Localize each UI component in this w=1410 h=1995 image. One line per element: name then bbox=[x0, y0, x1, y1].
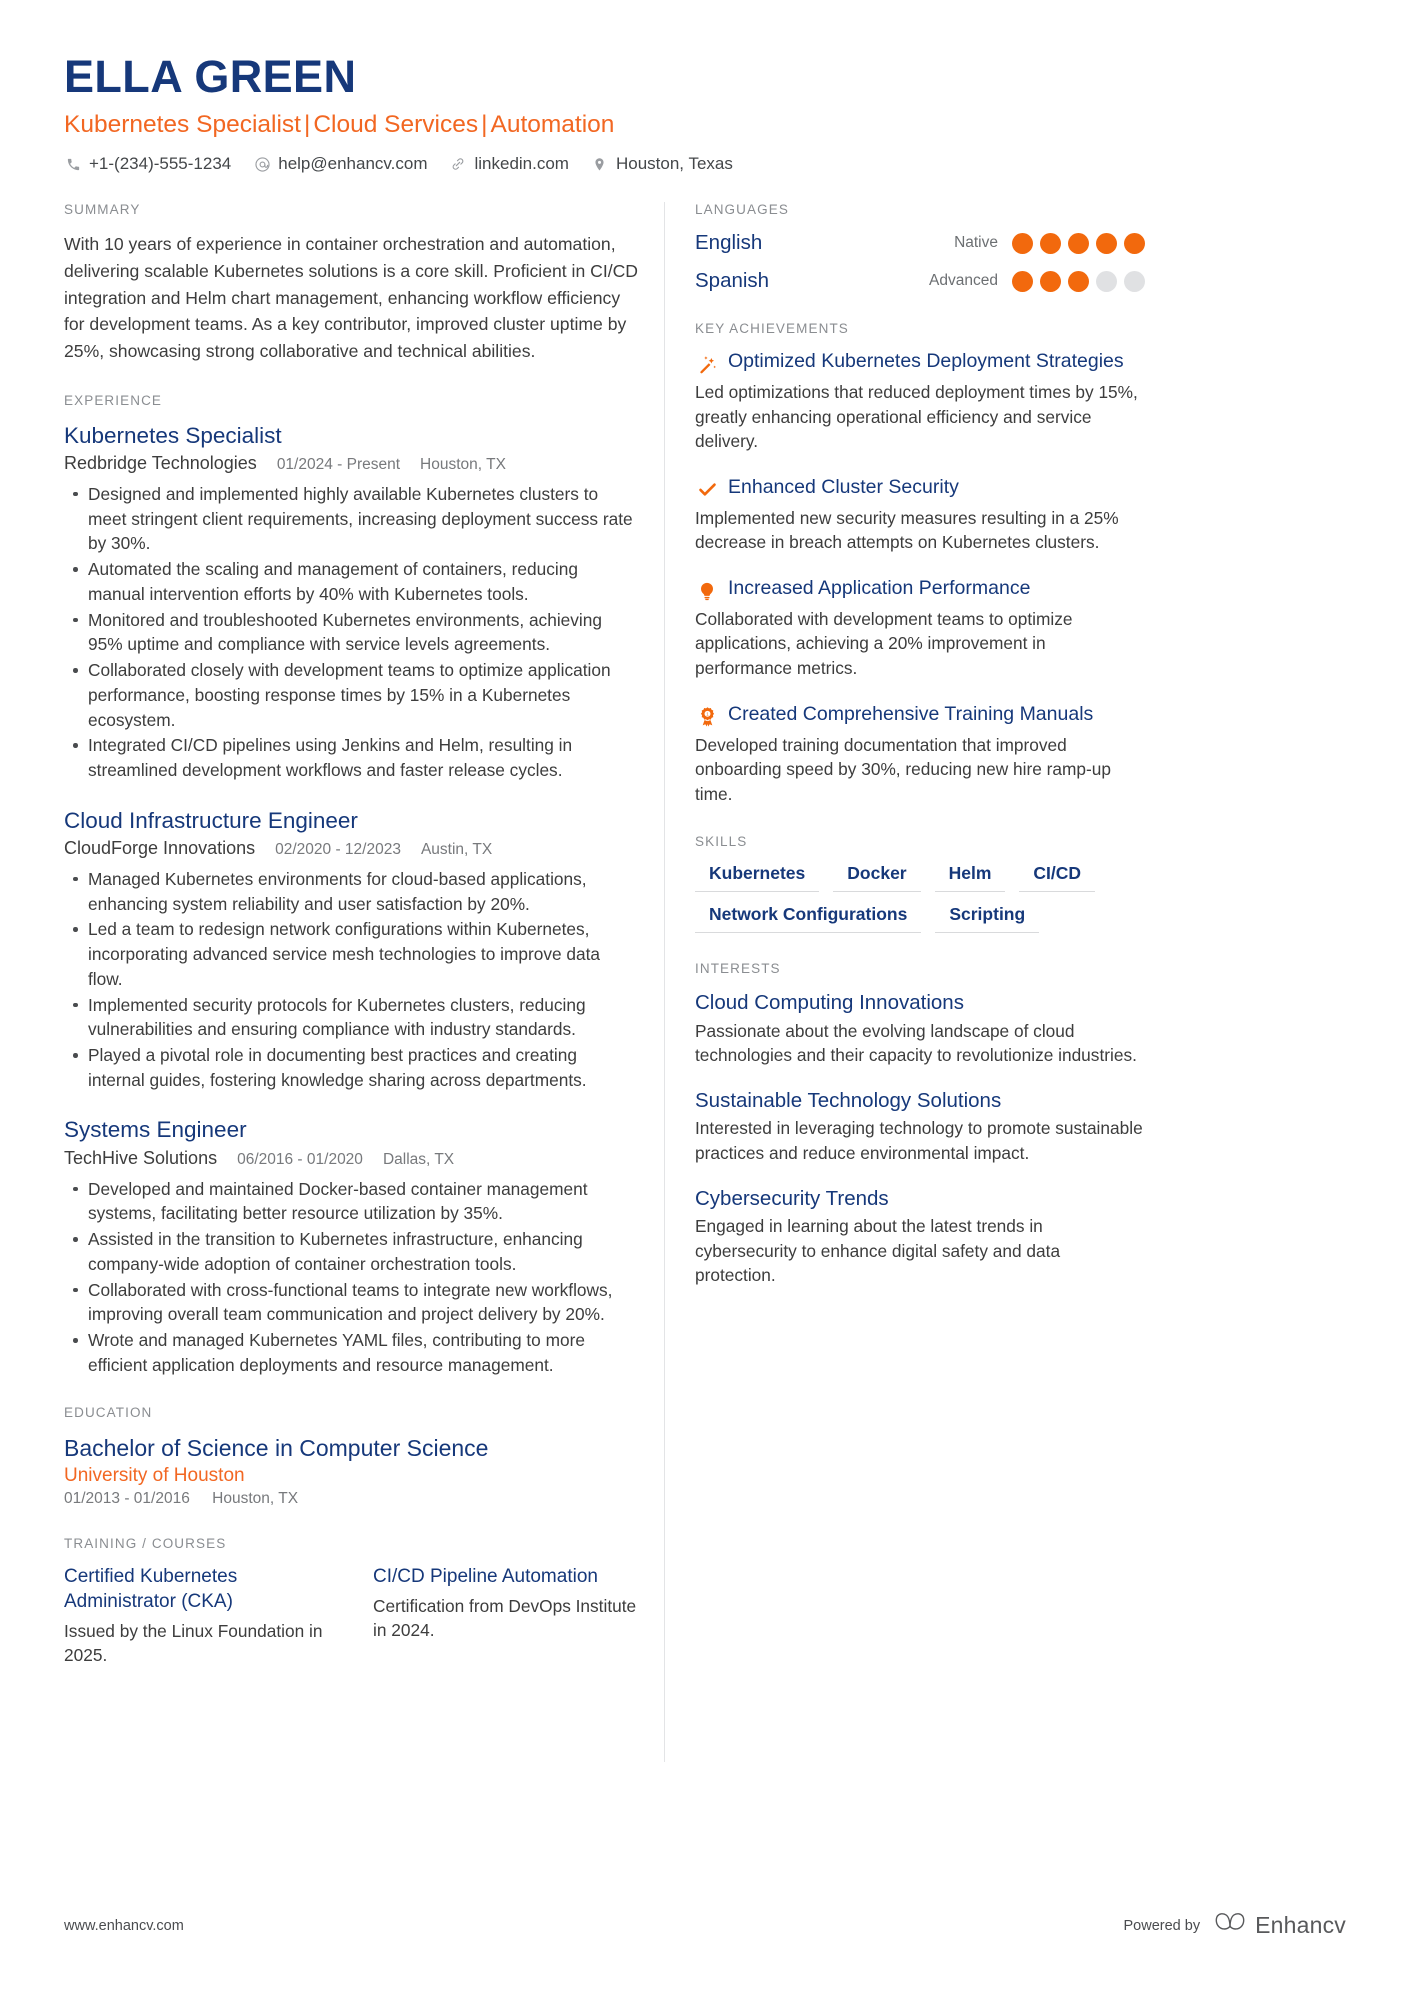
job-company: Redbridge Technologies bbox=[64, 452, 257, 473]
candidate-name: ELLA GREEN bbox=[64, 51, 357, 102]
language-level: Advanced bbox=[929, 272, 998, 290]
rating-dot bbox=[1124, 271, 1145, 292]
footer-url[interactable]: www.enhancv.com bbox=[64, 1917, 184, 1934]
contact-linkedin-value: linkedin.com bbox=[474, 154, 569, 174]
job-location: Houston, TX bbox=[420, 455, 506, 473]
rating-dot bbox=[1012, 233, 1033, 254]
language-name: English bbox=[695, 231, 763, 255]
contact-phone-value: +1-(234)-555-1234 bbox=[89, 154, 232, 174]
interest-item bbox=[695, 1186, 1145, 1288]
section-skills bbox=[695, 834, 1145, 933]
job-bullet: Integrated CI/CD pipelines using Jenkins and Helm, resulting in streamlined development workflows and faster release cycles. bbox=[64, 733, 638, 782]
interest-description: Engaged in learning about the latest trends in cybersecurity to enhance digital safety and data protection. bbox=[695, 1216, 1061, 1286]
enhancv-brand bbox=[1213, 1910, 1346, 1941]
job-bullet: Automated the scaling and management of containers, reducing manual intervention efforts by 40% with Kubernetes tools. bbox=[64, 557, 638, 606]
rating-dot bbox=[1096, 233, 1117, 254]
skills-row bbox=[695, 904, 1145, 933]
job-meta bbox=[64, 453, 638, 474]
section-languages bbox=[695, 202, 1145, 293]
rating-dot bbox=[1068, 271, 1089, 292]
job-bullet: Implemented security protocols for Kubernetes clusters, reducing vulnerabilities and ensuring compliance with industry standards. bbox=[64, 993, 638, 1042]
rating-dot bbox=[1068, 233, 1089, 254]
job-bullet: Collaborated closely with development teams to optimize application performance, boosting response times by 15% in a Kubernetes ecosystem. bbox=[64, 658, 638, 732]
training-description: Issued by the Linux Foundation in 2025. bbox=[64, 1620, 323, 1666]
contact-linkedin[interactable] bbox=[449, 154, 569, 174]
email-icon bbox=[253, 155, 271, 173]
summary-heading: SUMMARY bbox=[64, 202, 141, 218]
achievement-title: Optimized Kubernetes Deployment Strategies bbox=[728, 350, 1124, 373]
enhancv-brand-name: Enhancv bbox=[1255, 1912, 1346, 1938]
achievement-head bbox=[695, 703, 1145, 729]
job-bullet: Wrote and managed Kubernetes YAML files, contributing to more efficient application deployments and resource management. bbox=[64, 1328, 638, 1377]
job-dates: 06/2016 - 01/2020 bbox=[237, 1150, 363, 1168]
experience-item bbox=[64, 422, 638, 783]
magic-wand-icon bbox=[695, 352, 719, 376]
job-company: CloudForge Innovations bbox=[64, 837, 256, 858]
language-item bbox=[695, 269, 1145, 293]
section-summary bbox=[64, 202, 638, 365]
skills-list bbox=[695, 863, 1145, 933]
skill-tag: Helm bbox=[935, 863, 1006, 892]
job-location: Austin, TX bbox=[420, 840, 493, 858]
job-company: TechHive Solutions bbox=[64, 1147, 218, 1168]
job-bullets bbox=[64, 867, 638, 1093]
job-meta bbox=[64, 838, 638, 859]
training-item bbox=[64, 1565, 329, 1667]
experience-item bbox=[64, 1116, 638, 1377]
education-degree: Bachelor of Science in Computer Science bbox=[64, 1435, 489, 1462]
achievement-title: Enhanced Cluster Security bbox=[728, 475, 959, 498]
section-education bbox=[64, 1405, 638, 1508]
interests-heading: INTERESTS bbox=[695, 961, 781, 977]
rating-dot bbox=[1040, 233, 1061, 254]
training-heading: TRAINING / COURSES bbox=[64, 1536, 227, 1552]
location-pin-icon bbox=[591, 155, 609, 173]
headline-separator-1: | bbox=[303, 110, 311, 138]
achievement-description: Led optimizations that reduced deployment times by 15%, greatly enhancing operational efficiency and service delivery. bbox=[695, 382, 1138, 452]
job-location: Dallas, TX bbox=[382, 1150, 455, 1168]
interest-name: Sustainable Technology Solutions bbox=[695, 1088, 1002, 1112]
achievement-item bbox=[695, 476, 1145, 555]
right-column bbox=[665, 202, 1145, 1316]
interest-description: Passionate about the evolving landscape of cloud technologies and their capacity to revolutionize industries. bbox=[695, 1020, 1137, 1066]
job-title: Systems Engineer bbox=[64, 1117, 247, 1143]
rating-dot bbox=[1096, 271, 1117, 292]
achievement-description: Implemented new security measures resulting in a 25% decrease in breach attempts on Kubernetes clusters. bbox=[695, 507, 1119, 553]
rating-dot bbox=[1012, 271, 1033, 292]
enhancv-logo-icon bbox=[1213, 1910, 1247, 1941]
achievement-title: Increased Application Performance bbox=[728, 576, 1031, 599]
education-school: University of Houston bbox=[64, 1465, 245, 1487]
checkmark-icon bbox=[695, 478, 719, 502]
education-heading: EDUCATION bbox=[64, 1405, 153, 1421]
language-level: Native bbox=[954, 234, 998, 252]
job-bullet: Designed and implemented highly available Kubernetes clusters to meet stringent client requirements, increasing deployment success rate by 30%. bbox=[64, 482, 638, 556]
job-meta bbox=[64, 1148, 638, 1169]
job-bullet: Played a pivotal role in documenting best practices and creating internal guides, fostering knowledge sharing across departments. bbox=[64, 1043, 638, 1092]
training-item bbox=[373, 1565, 638, 1667]
achievement-head bbox=[695, 476, 1145, 502]
job-dates: 01/2024 - Present bbox=[276, 455, 401, 473]
summary-text: With 10 years of experience in container orchestration and automation, delivering scalable Kubernetes solutions is a core skill. Proficient in CI/CD integration and Helm chart management, enhancing workflow efficiency for development teams. As a key contributor, improved cluster uptime by 25%, showcasing strong collaborative and technical abilities. bbox=[64, 234, 639, 362]
skills-heading: SKILLS bbox=[695, 834, 748, 850]
education-location: Houston, TX bbox=[212, 1490, 299, 1508]
section-key-achievements bbox=[695, 321, 1145, 806]
education-dates: 01/2013 - 01/2016 bbox=[64, 1490, 190, 1508]
headline-part-2: Cloud Services bbox=[313, 110, 479, 138]
skill-tag: Network Configurations bbox=[695, 904, 921, 933]
powered-by-label: Powered by bbox=[1123, 1917, 1201, 1934]
resume-header bbox=[64, 52, 1346, 174]
footer-branding bbox=[1124, 1910, 1347, 1941]
skill-tag: Kubernetes bbox=[695, 863, 819, 892]
achievement-title: Created Comprehensive Training Manuals bbox=[728, 702, 1094, 725]
language-rating-dots bbox=[1012, 271, 1145, 292]
resume-footer bbox=[64, 1910, 1346, 1941]
language-item bbox=[695, 231, 1145, 255]
headline-part-1: Kubernetes Specialist bbox=[64, 110, 301, 138]
contact-email-value: help@enhancv.com bbox=[278, 154, 428, 174]
education-meta bbox=[64, 1490, 638, 1508]
headline-part-3: Automation bbox=[490, 110, 615, 138]
section-interests bbox=[695, 961, 1145, 1288]
training-name: Certified Kubernetes Administrator (CKA) bbox=[64, 1566, 238, 1612]
section-training bbox=[64, 1536, 638, 1667]
skill-tag: CI/CD bbox=[1019, 863, 1095, 892]
contact-email[interactable] bbox=[253, 154, 427, 174]
rating-dot bbox=[1040, 271, 1061, 292]
achievement-description: Developed training documentation that improved onboarding speed by 30%, reducing new hire ramp-up time. bbox=[695, 734, 1111, 804]
achievement-item bbox=[695, 350, 1145, 454]
contact-location-value: Houston, Texas bbox=[615, 154, 733, 174]
job-bullets bbox=[64, 482, 638, 783]
headline-separator-2: | bbox=[481, 110, 488, 138]
svg-text:1: 1 bbox=[705, 711, 709, 717]
contact-list bbox=[64, 154, 1346, 174]
job-bullet: Assisted in the transition to Kubernetes infrastructure, enhancing company-wide adoption of container orchestration tools. bbox=[64, 1227, 638, 1276]
job-bullets bbox=[64, 1177, 638, 1378]
job-bullet: Developed and maintained Docker-based container management systems, facilitating better resource utilization by 35%. bbox=[64, 1177, 638, 1226]
job-dates: 02/2020 - 12/2023 bbox=[275, 840, 401, 858]
resume-body bbox=[64, 202, 1346, 1762]
training-name: CI/CD Pipeline Automation bbox=[373, 1566, 598, 1588]
achievement-description: Collaborated with development teams to optimize applications, achieving a 20% improvement in performance metrics. bbox=[695, 608, 1073, 678]
job-bullet: Managed Kubernetes environments for cloud-based applications, enhancing system reliability and user satisfaction by 20%. bbox=[64, 867, 638, 916]
job-title: Cloud Infrastructure Engineer bbox=[64, 807, 358, 833]
link-icon bbox=[449, 155, 467, 173]
interest-description: Interested in leveraging technology to promote sustainable practices and reduce environmental impact. bbox=[695, 1118, 1143, 1164]
interest-item bbox=[695, 990, 1145, 1068]
section-experience bbox=[64, 393, 638, 1378]
achievement-item bbox=[695, 703, 1145, 807]
achievement-head bbox=[695, 350, 1145, 376]
lightbulb-icon bbox=[695, 579, 719, 603]
job-bullet: Collaborated with cross-functional teams to integrate new workflows, improving overall team communication and project delivery by 20%. bbox=[64, 1278, 638, 1327]
skill-tag: Scripting bbox=[935, 904, 1039, 933]
achievement-item bbox=[695, 577, 1145, 681]
job-bullet: Monitored and troubleshooted Kubernetes environments, achieving 95% uptime and compliance with service levels agreements. bbox=[64, 608, 638, 657]
rating-dot bbox=[1124, 233, 1145, 254]
award-ribbon-icon bbox=[695, 705, 719, 729]
interest-item bbox=[695, 1088, 1145, 1166]
key-achievements-heading: KEY ACHIEVEMENTS bbox=[695, 321, 849, 337]
left-column bbox=[64, 202, 664, 1696]
languages-heading: LANGUAGES bbox=[695, 202, 789, 218]
candidate-headline bbox=[64, 110, 1346, 141]
language-name: Spanish bbox=[695, 269, 770, 293]
skill-tag: Docker bbox=[833, 863, 920, 892]
training-grid bbox=[64, 1565, 638, 1667]
experience-heading: EXPERIENCE bbox=[64, 392, 163, 408]
interest-name: Cloud Computing Innovations bbox=[695, 991, 964, 1015]
contact-phone[interactable] bbox=[64, 154, 231, 174]
contact-location[interactable] bbox=[591, 154, 733, 174]
language-rating-dots bbox=[1012, 233, 1145, 254]
phone-icon bbox=[64, 155, 82, 173]
skills-row bbox=[695, 863, 1145, 892]
achievement-head bbox=[695, 577, 1145, 603]
job-bullet: Led a team to redesign network configurations within Kubernetes, incorporating advanced service mesh technologies to improve data flow. bbox=[64, 917, 638, 991]
job-title: Kubernetes Specialist bbox=[64, 422, 282, 448]
interest-name: Cybersecurity Trends bbox=[695, 1186, 889, 1210]
experience-item bbox=[64, 807, 638, 1093]
training-description: Certification from DevOps Institute in 2024. bbox=[373, 1595, 637, 1641]
